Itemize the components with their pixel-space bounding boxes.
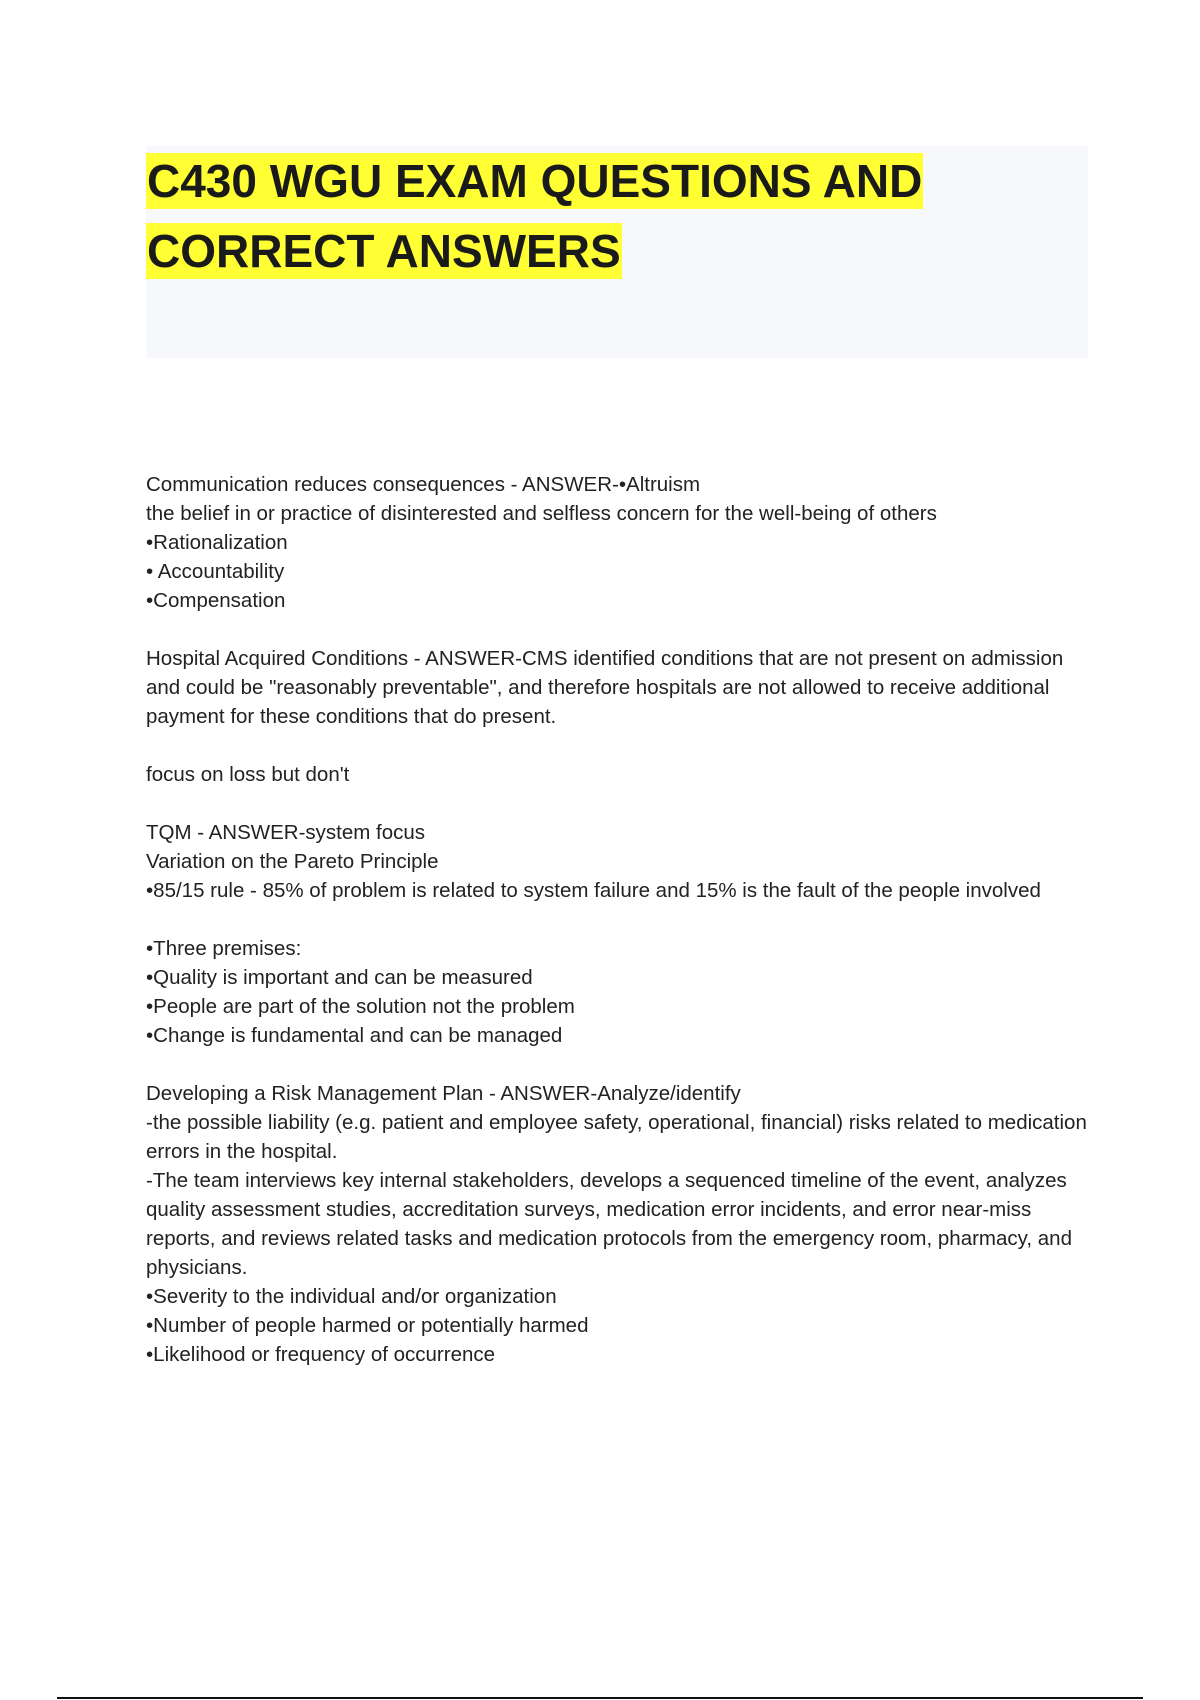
text-line: -the possible liability (e.g. patient and employee safety, operational, financial) risks related to medication errors in the hospital. <box>146 1111 1087 1163</box>
bullet-line: •Rationalization <box>146 531 288 554</box>
text-line: the belief in or practice of disinterested and selfless concern for the well-being of others <box>146 502 937 525</box>
title-line-1: C430 WGU EXAM QUESTIONS AND <box>147 155 923 207</box>
text-line: TQM - ANSWER-system focus <box>146 821 426 844</box>
document-body <box>146 470 1096 1398</box>
text-line: focus on loss but don't <box>146 763 350 786</box>
bullet-line: •Compensation <box>146 589 286 612</box>
bullet-line: •Severity to the individual and/or organization <box>146 1285 557 1308</box>
qa-block-tqm <box>146 818 1096 905</box>
qa-block-communication <box>146 470 1096 615</box>
title-line-2: CORRECT ANSWERS <box>147 225 621 277</box>
qa-block-hospital-acquired <box>146 644 1096 731</box>
bullet-line: •People are part of the solution not the problem <box>146 995 575 1018</box>
bullet-line: •Change is fundamental and can be managed <box>146 1024 563 1047</box>
text-line: Communication reduces consequences - ANSWER-•Altruism <box>146 473 701 496</box>
bullet-line: •Likelihood or frequency of occurrence <box>146 1343 496 1366</box>
qa-block-focus-on-loss <box>146 760 1096 789</box>
document-title <box>146 146 1088 286</box>
page-bottom-divider <box>57 1697 1143 1699</box>
qa-block-risk-management <box>146 1079 1096 1369</box>
bullet-line: •85/15 rule - 85% of problem is related to system failure and 15% is the fault of the people involved <box>146 879 1041 902</box>
title-box <box>146 146 1088 358</box>
bullet-line: • Accountability <box>146 560 285 583</box>
bullet-line: •Quality is important and can be measured <box>146 966 533 989</box>
text-line: Developing a Risk Management Plan - ANSWER-Analyze/identify <box>146 1082 741 1105</box>
bullet-line: •Number of people harmed or potentially harmed <box>146 1314 589 1337</box>
bullet-line: •Three premises: <box>146 937 302 960</box>
text-line: Hospital Acquired Conditions - ANSWER-CMS identified conditions that are not present on admission and could be "reasonably preventable", and therefore hospitals are not allowed to receive additional payment for these conditions that do present. <box>146 647 1064 728</box>
text-line: Variation on the Pareto Principle <box>146 850 439 873</box>
qa-block-premises <box>146 934 1096 1050</box>
text-line: -The team interviews key internal stakeholders, develops a sequenced timeline of the event, analyzes quality assessment studies, accreditation surveys, medication error incidents, and error near-miss reports, and reviews related tasks and medication protocols from the emergency room, pharmacy, and physicians. <box>146 1169 1072 1279</box>
